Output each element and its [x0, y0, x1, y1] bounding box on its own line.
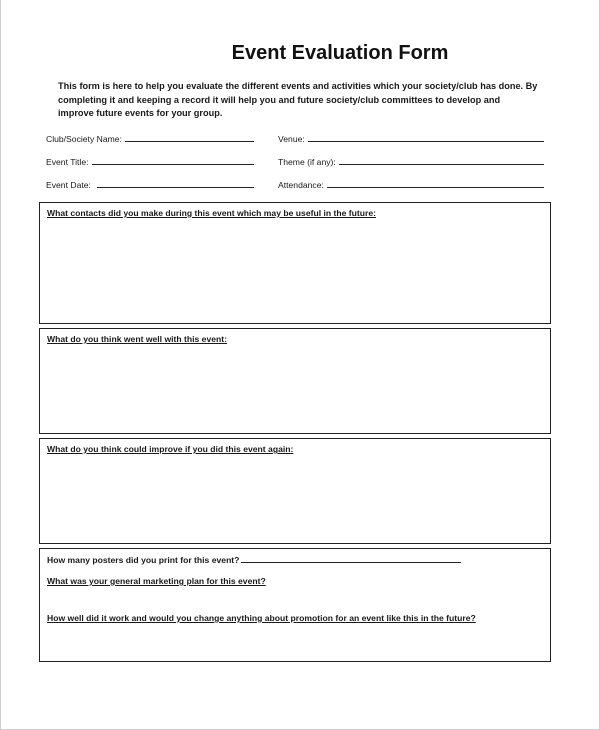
attendance-field[interactable]	[278, 178, 544, 190]
page-edge-left	[0, 0, 1, 730]
posters-answer-line[interactable]	[241, 562, 461, 563]
club-society-name-field[interactable]	[46, 132, 254, 144]
marketing-plan-question: What was your general marketing plan for this event?	[47, 576, 266, 586]
venue-field[interactable]	[278, 132, 544, 144]
form-intro: This form is here to help you evaluate the different events and activities which your society/club has done. By completing it and keeping a record it will help you and future society/club committees to develop and improve future events for your group.	[58, 81, 538, 119]
attendance-line[interactable]	[327, 187, 544, 188]
attendance-label: Attendance:	[278, 180, 324, 190]
promotion-answer-box[interactable]	[39, 548, 551, 662]
event-date-field[interactable]	[46, 178, 254, 190]
posters-question: How many posters did you print for this event?	[47, 555, 240, 565]
club-society-name-line[interactable]	[125, 141, 254, 142]
event-date-line[interactable]	[97, 187, 254, 188]
improve-question: What do you think could improve if you did this event again:	[47, 444, 294, 454]
event-title-line[interactable]	[92, 164, 254, 165]
club-society-name-label: Club/Society Name:	[46, 134, 122, 144]
event-date-label: Event Date:	[46, 180, 91, 190]
improve-answer-box[interactable]	[39, 438, 551, 544]
venue-line[interactable]	[308, 141, 544, 142]
contacts-question: What contacts did you make during this event which may be useful in the future:	[47, 208, 376, 218]
venue-label: Venue:	[278, 134, 305, 144]
posters-question-row[interactable]	[47, 555, 461, 565]
contacts-answer-box[interactable]	[39, 202, 551, 324]
went-well-answer-box[interactable]	[39, 328, 551, 434]
theme-field[interactable]	[278, 155, 544, 167]
went-well-question: What do you think went well with this event:	[47, 334, 227, 344]
event-title-label: Event Title:	[46, 157, 89, 167]
theme-label: Theme (if any):	[278, 157, 336, 167]
promotion-review-question: How well did it work and would you change anything about promotion for an event like this in the future?	[47, 613, 476, 623]
theme-line[interactable]	[339, 164, 544, 165]
event-title-field[interactable]	[46, 155, 254, 167]
form-title: Event Evaluation Form	[231, 42, 449, 64]
